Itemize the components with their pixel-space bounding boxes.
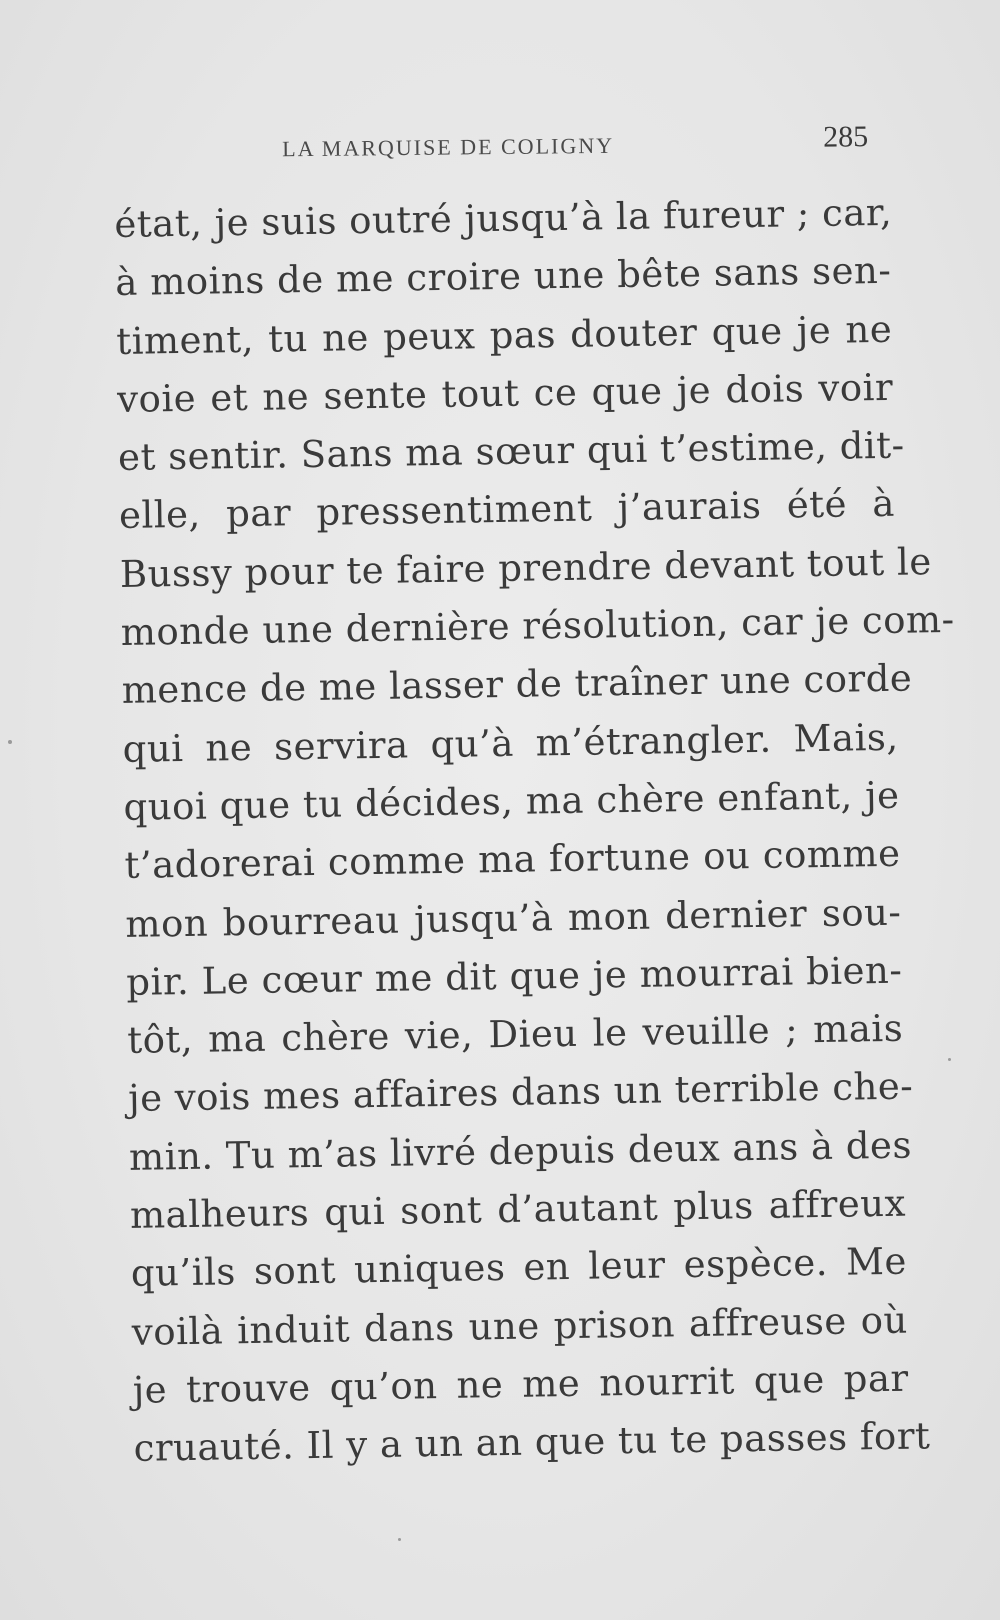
paper-speck bbox=[398, 1538, 401, 1541]
running-head bbox=[118, 120, 880, 168]
text-line: et sentir. Sans ma sœur qui t’estime, dit- bbox=[117, 423, 905, 480]
text-line: monde une dernière résolution, car je com- bbox=[120, 597, 955, 655]
text-line: qu’ils sont uniques en leur espèce. Me bbox=[130, 1240, 908, 1296]
text-line: t’adorerai comme ma fortune ou comme bbox=[124, 831, 901, 888]
text-line: tôt, ma chère vie, Dieu le veuille ; mais bbox=[126, 1006, 904, 1063]
text-line: cruauté. Il y a un an que tu te passes fort bbox=[133, 1414, 931, 1471]
text-line: voie et ne sente tout ce que je dois voir bbox=[116, 365, 894, 421]
paper-speck bbox=[948, 1058, 951, 1061]
text-line: quoi que tu décides, ma chère enfant, je bbox=[123, 773, 900, 829]
text-line: malheurs qui sont d’autant plus affreux bbox=[129, 1181, 907, 1237]
text-line: elle, par pressentiment j’aurais été à bbox=[118, 482, 896, 538]
text-line: mon bourreau jusqu’à mon dernier sou- bbox=[125, 890, 902, 946]
text-line: état, je suis outré jusqu’à la fureur ; car, bbox=[114, 190, 893, 246]
text-line: min. Tu m’as livré depuis deux ans à des bbox=[128, 1123, 913, 1179]
page-number: 285 bbox=[822, 120, 869, 154]
body-text bbox=[114, 184, 955, 1479]
text-line: je trouve qu’on ne me nourrit que par bbox=[132, 1356, 910, 1412]
text-line: à moins de me croire une bête sans sen- bbox=[115, 249, 892, 305]
text-line: qui ne servira qu’à m’étrangler. Mais, bbox=[122, 715, 899, 771]
text-line: je vois mes affaires dans un terrible che- bbox=[127, 1065, 914, 1121]
running-title: LA MARQUISE DE COLIGNY bbox=[282, 132, 615, 162]
text-line: mence de me lasser de traîner une corde bbox=[121, 656, 913, 713]
text-line: Bussy pour te faire prendre devant tout le bbox=[119, 539, 933, 596]
text-line: voilà induit dans une prison affreuse où bbox=[131, 1298, 909, 1354]
text-line: pir. Le cœur me dit que je mourrai bien- bbox=[126, 948, 903, 1004]
text-line: timent, tu ne peux pas douter que je ne bbox=[115, 307, 893, 363]
paper-speck bbox=[8, 740, 12, 744]
